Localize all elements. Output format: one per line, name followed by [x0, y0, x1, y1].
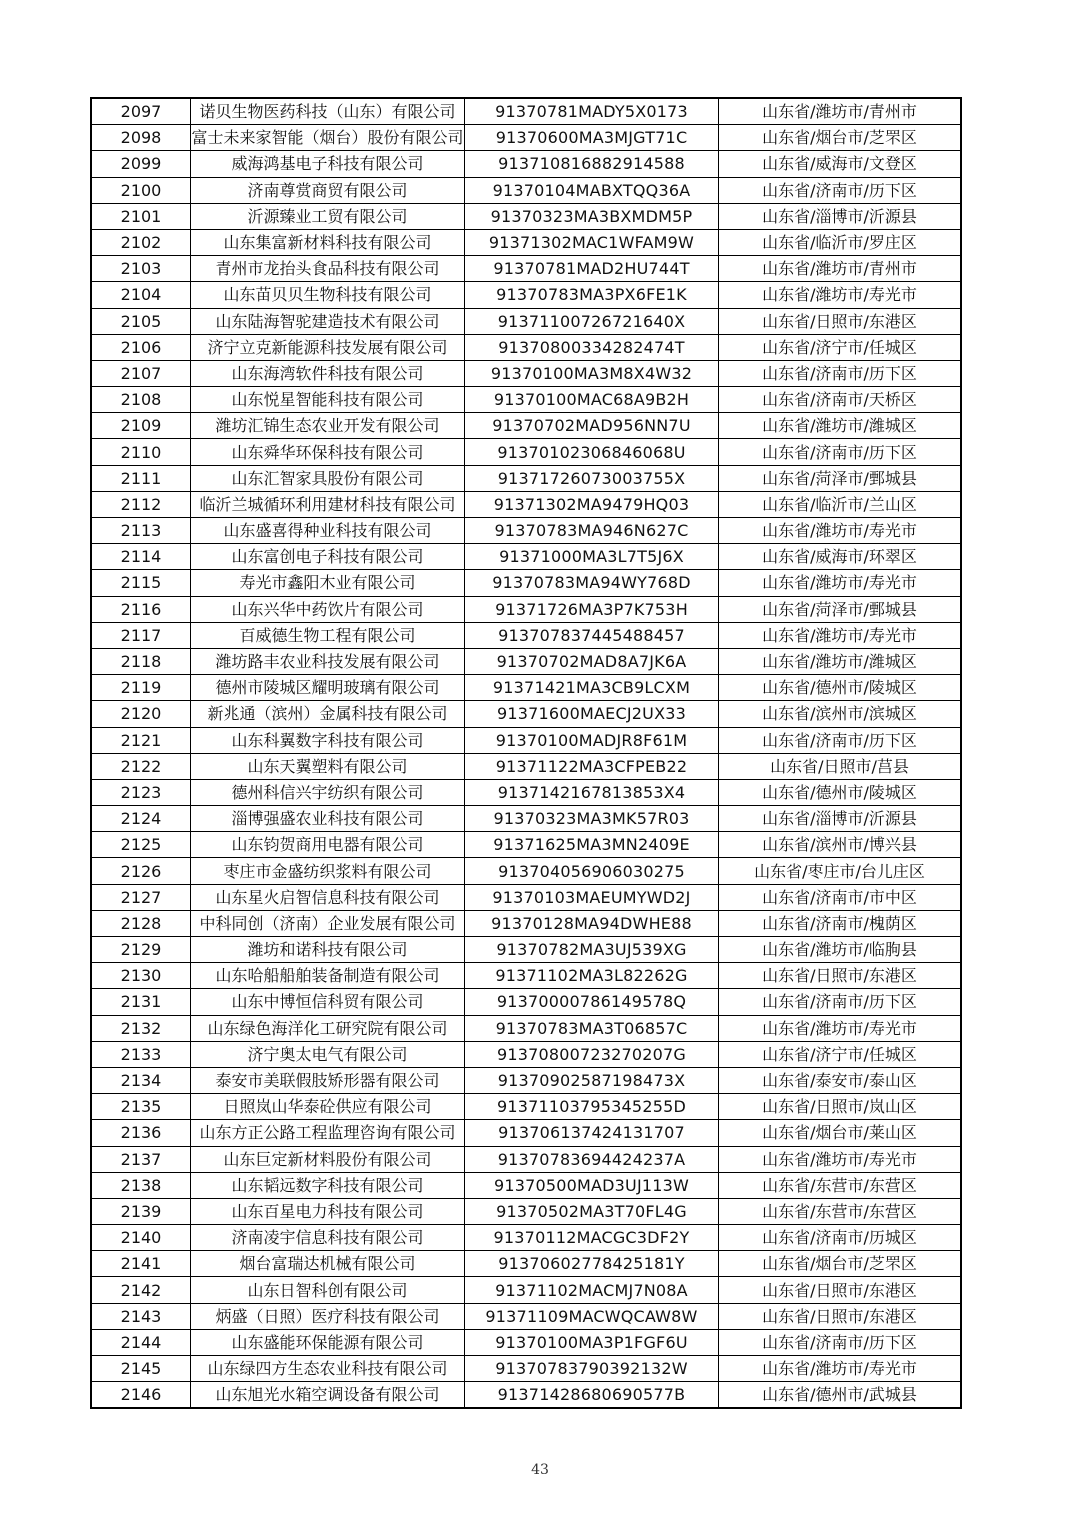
- row-number-cell: 2126: [91, 858, 191, 884]
- region-cell: 山东省/威海市/文登区: [719, 151, 962, 177]
- region-cell: 山东省/枣庄市/台儿庄区: [719, 858, 962, 884]
- credit-code-cell: 91371103795345255D: [465, 1094, 719, 1120]
- credit-code-cell: 913710816882914588: [465, 151, 719, 177]
- company-name-cell: 德州市陵城区耀明玻璃有限公司: [191, 675, 465, 701]
- table-row: [91, 1067, 961, 1093]
- credit-code-cell: 91370702MAD8A7JK6A: [465, 648, 719, 674]
- row-number-cell: 2101: [91, 203, 191, 229]
- row-number-cell: 2122: [91, 753, 191, 779]
- company-name-cell: 山东天翼塑料有限公司: [191, 753, 465, 779]
- table-row: [91, 439, 961, 465]
- company-name-cell: 山东富创电子科技有限公司: [191, 544, 465, 570]
- table-row: [91, 544, 961, 570]
- region-cell: 山东省/济南市/历下区: [719, 989, 962, 1015]
- table-row: [91, 334, 961, 360]
- company-name-cell: 日照岚山华泰砼供应有限公司: [191, 1094, 465, 1120]
- credit-code-cell: 91370782MA3UJ539XG: [465, 937, 719, 963]
- table-row: [91, 1094, 961, 1120]
- company-name-cell: 山东舜华环保科技有限公司: [191, 439, 465, 465]
- credit-code-cell: 91371428680690577B: [465, 1382, 719, 1409]
- row-number-cell: 2145: [91, 1356, 191, 1382]
- company-name-cell: 富士未来家智能（烟台）股份有限公司: [191, 125, 465, 151]
- company-name-cell: 中科同创（济南）企业发展有限公司: [191, 910, 465, 936]
- table-row: [91, 989, 961, 1015]
- company-name-cell: 百威德生物工程有限公司: [191, 622, 465, 648]
- region-cell: 山东省/济南市/历城区: [719, 1225, 962, 1251]
- table-row: [91, 125, 961, 151]
- region-cell: 山东省/济南市/历下区: [719, 439, 962, 465]
- region-cell: 山东省/潍坊市/青州市: [719, 98, 962, 125]
- region-cell: 山东省/菏泽市/鄄城县: [719, 465, 962, 491]
- company-name-cell: 山东盛喜得种业科技有限公司: [191, 518, 465, 544]
- company-name-cell: 山东巨定新材料股份有限公司: [191, 1146, 465, 1172]
- credit-code-cell: 91370781MAD2HU744T: [465, 256, 719, 282]
- row-number-cell: 2103: [91, 256, 191, 282]
- company-name-cell: 威海鸿基电子科技有限公司: [191, 151, 465, 177]
- company-name-cell: 新兆通（滨州）金属科技有限公司: [191, 701, 465, 727]
- row-number-cell: 2133: [91, 1041, 191, 1067]
- credit-code-cell: 91371726073003755X: [465, 465, 719, 491]
- page-number: 43: [531, 1462, 549, 1478]
- row-number-cell: 2116: [91, 596, 191, 622]
- table-row: [91, 491, 961, 517]
- enterprise-list-table: [90, 97, 962, 1409]
- row-number-cell: 2137: [91, 1146, 191, 1172]
- table-row: [91, 360, 961, 386]
- company-name-cell: 炳盛（日照）医疗科技有限公司: [191, 1303, 465, 1329]
- row-number-cell: 2125: [91, 832, 191, 858]
- table-row: [91, 753, 961, 779]
- region-cell: 山东省/潍坊市/寿光市: [719, 1146, 962, 1172]
- row-number-cell: 2114: [91, 544, 191, 570]
- row-number-cell: 2121: [91, 727, 191, 753]
- credit-code-cell: 91370783MA94WY768D: [465, 570, 719, 596]
- company-name-cell: 济南凌宇信息科技有限公司: [191, 1225, 465, 1251]
- company-name-cell: 山东兴华中药饮片有限公司: [191, 596, 465, 622]
- table-row: [91, 203, 961, 229]
- row-number-cell: 2104: [91, 282, 191, 308]
- credit-code-cell: 91371726MA3P7K753H: [465, 596, 719, 622]
- company-name-cell: 山东苗贝贝生物科技有限公司: [191, 282, 465, 308]
- table-row: [91, 596, 961, 622]
- row-number-cell: 2123: [91, 779, 191, 805]
- row-number-cell: 2106: [91, 334, 191, 360]
- credit-code-cell: 91371302MA9479HQ03: [465, 491, 719, 517]
- row-number-cell: 2128: [91, 910, 191, 936]
- row-number-cell: 2142: [91, 1277, 191, 1303]
- row-number-cell: 2119: [91, 675, 191, 701]
- table-row: [91, 1303, 961, 1329]
- table-row: [91, 937, 961, 963]
- row-number-cell: 2146: [91, 1382, 191, 1409]
- row-number-cell: 2131: [91, 989, 191, 1015]
- region-cell: 山东省/潍坊市/寿光市: [719, 622, 962, 648]
- region-cell: 山东省/临沂市/兰山区: [719, 491, 962, 517]
- region-cell: 山东省/济南市/市中区: [719, 884, 962, 910]
- region-cell: 山东省/烟台市/莱山区: [719, 1120, 962, 1146]
- credit-code-cell: 91370783694424237A: [465, 1146, 719, 1172]
- credit-code-cell: 913707837445488457: [465, 622, 719, 648]
- company-name-cell: 山东集富新材料科技有限公司: [191, 229, 465, 255]
- credit-code-cell: 91370100MADJR8F61M: [465, 727, 719, 753]
- region-cell: 山东省/德州市/陵城区: [719, 675, 962, 701]
- company-name-cell: 山东日智科创有限公司: [191, 1277, 465, 1303]
- table-body: [91, 98, 961, 1408]
- company-name-cell: 山东韬远数字科技有限公司: [191, 1172, 465, 1198]
- region-cell: 山东省/潍坊市/寿光市: [719, 1015, 962, 1041]
- table-row: [91, 518, 961, 544]
- table-row: [91, 1198, 961, 1224]
- region-cell: 山东省/日照市/东港区: [719, 963, 962, 989]
- region-cell: 山东省/潍坊市/寿光市: [719, 570, 962, 596]
- credit-code-cell: 91370800334282474T: [465, 334, 719, 360]
- table-row: [91, 1356, 961, 1382]
- credit-code-cell: 91370783790392132W: [465, 1356, 719, 1382]
- region-cell: 山东省/德州市/陵城区: [719, 779, 962, 805]
- row-number-cell: 2111: [91, 465, 191, 491]
- region-cell: 山东省/济宁市/任城区: [719, 334, 962, 360]
- table-row: [91, 465, 961, 491]
- credit-code-cell: 91370000786149578Q: [465, 989, 719, 1015]
- row-number-cell: 2109: [91, 413, 191, 439]
- credit-code-cell: 91370100MA3P1FGF6U: [465, 1329, 719, 1355]
- credit-code-cell: 91370600MA3MJGT71C: [465, 125, 719, 151]
- row-number-cell: 2112: [91, 491, 191, 517]
- region-cell: 山东省/临沂市/罗庄区: [719, 229, 962, 255]
- region-cell: 山东省/泰安市/泰山区: [719, 1067, 962, 1093]
- region-cell: 山东省/东营市/东营区: [719, 1172, 962, 1198]
- credit-code-cell: 9137142167813853X4: [465, 779, 719, 805]
- table-row: [91, 622, 961, 648]
- company-name-cell: 诺贝生物医药科技（山东）有限公司: [191, 98, 465, 125]
- table-row: [91, 1329, 961, 1355]
- region-cell: 山东省/潍坊市/寿光市: [719, 282, 962, 308]
- company-name-cell: 山东悦星智能科技有限公司: [191, 387, 465, 413]
- company-name-cell: 临沂兰城循环利用建材科技有限公司: [191, 491, 465, 517]
- row-number-cell: 2105: [91, 308, 191, 334]
- credit-code-cell: 91371000MA3L7T5J6X: [465, 544, 719, 570]
- row-number-cell: 2113: [91, 518, 191, 544]
- credit-code-cell: 91371302MAC1WFAM9W: [465, 229, 719, 255]
- table-row: [91, 98, 961, 125]
- region-cell: 山东省/济南市/历下区: [719, 727, 962, 753]
- credit-code-cell: 91371109MACWQCAW8W: [465, 1303, 719, 1329]
- region-cell: 山东省/淄博市/沂源县: [719, 203, 962, 229]
- table-row: [91, 151, 961, 177]
- company-name-cell: 山东盛能环保能源有限公司: [191, 1329, 465, 1355]
- table-row: [91, 1277, 961, 1303]
- table-row: [91, 1225, 961, 1251]
- region-cell: 山东省/日照市/东港区: [719, 308, 962, 334]
- company-name-cell: 山东绿色海洋化工研究院有限公司: [191, 1015, 465, 1041]
- company-name-cell: 山东绿四方生态农业科技有限公司: [191, 1356, 465, 1382]
- row-number-cell: 2130: [91, 963, 191, 989]
- row-number-cell: 2138: [91, 1172, 191, 1198]
- region-cell: 山东省/济南市/天桥区: [719, 387, 962, 413]
- credit-code-cell: 913706137424131707: [465, 1120, 719, 1146]
- row-number-cell: 2132: [91, 1015, 191, 1041]
- credit-code-cell: 91371625MA3MN2409E: [465, 832, 719, 858]
- region-cell: 山东省/日照市/岚山区: [719, 1094, 962, 1120]
- company-name-cell: 山东海湾软件科技有限公司: [191, 360, 465, 386]
- credit-code-cell: 91370104MABXTQQ36A: [465, 177, 719, 203]
- table-row: [91, 1146, 961, 1172]
- credit-code-cell: 91370783MA946N627C: [465, 518, 719, 544]
- credit-code-cell: 91370102306846068U: [465, 439, 719, 465]
- table-row: [91, 570, 961, 596]
- row-number-cell: 2140: [91, 1225, 191, 1251]
- row-number-cell: 2136: [91, 1120, 191, 1146]
- region-cell: 山东省/滨州市/博兴县: [719, 832, 962, 858]
- company-name-cell: 潍坊汇锦生态农业开发有限公司: [191, 413, 465, 439]
- table-row: [91, 308, 961, 334]
- table-row: [91, 884, 961, 910]
- row-number-cell: 2139: [91, 1198, 191, 1224]
- company-name-cell: 山东哈船船舶装备制造有限公司: [191, 963, 465, 989]
- company-name-cell: 山东方正公路工程监理咨询有限公司: [191, 1120, 465, 1146]
- company-name-cell: 济宁立克新能源科技发展有限公司: [191, 334, 465, 360]
- table-row: [91, 779, 961, 805]
- row-number-cell: 2100: [91, 177, 191, 203]
- region-cell: 山东省/济南市/历下区: [719, 360, 962, 386]
- row-number-cell: 2134: [91, 1067, 191, 1093]
- table-row: [91, 387, 961, 413]
- company-name-cell: 泰安市美联假肢矫形器有限公司: [191, 1067, 465, 1093]
- row-number-cell: 2102: [91, 229, 191, 255]
- credit-code-cell: 91371122MA3CFPEB22: [465, 753, 719, 779]
- credit-code-cell: 91370500MAD3UJ113W: [465, 1172, 719, 1198]
- table-row: [91, 1120, 961, 1146]
- region-cell: 山东省/日照市/东港区: [719, 1303, 962, 1329]
- region-cell: 山东省/济宁市/任城区: [719, 1041, 962, 1067]
- region-cell: 山东省/潍坊市/寿光市: [719, 518, 962, 544]
- region-cell: 山东省/淄博市/沂源县: [719, 806, 962, 832]
- table-row: [91, 648, 961, 674]
- row-number-cell: 2115: [91, 570, 191, 596]
- company-name-cell: 山东钧贺商用电器有限公司: [191, 832, 465, 858]
- row-number-cell: 2117: [91, 622, 191, 648]
- company-name-cell: 烟台富瑞达机械有限公司: [191, 1251, 465, 1277]
- credit-code-cell: 91371102MA3L82262G: [465, 963, 719, 989]
- table-row: [91, 1251, 961, 1277]
- company-name-cell: 潍坊路丰农业科技发展有限公司: [191, 648, 465, 674]
- row-number-cell: 2098: [91, 125, 191, 151]
- table-row: [91, 1172, 961, 1198]
- table-row: [91, 1041, 961, 1067]
- credit-code-cell: 91370602778425181Y: [465, 1251, 719, 1277]
- region-cell: 山东省/济南市/槐荫区: [719, 910, 962, 936]
- credit-code-cell: 91370502MA3T70FL4G: [465, 1198, 719, 1224]
- credit-code-cell: 91370128MA94DWHE88: [465, 910, 719, 936]
- table-row: [91, 910, 961, 936]
- credit-code-cell: 91371421MA3CB9LCXM: [465, 675, 719, 701]
- company-name-cell: 青州市龙抬头食品科技有限公司: [191, 256, 465, 282]
- company-name-cell: 淄博强盛农业科技有限公司: [191, 806, 465, 832]
- region-cell: 山东省/日照市/莒县: [719, 753, 962, 779]
- credit-code-cell: 91370783MA3T06857C: [465, 1015, 719, 1041]
- table-row: [91, 413, 961, 439]
- table-row: [91, 675, 961, 701]
- credit-code-cell: 91370100MA3M8X4W32: [465, 360, 719, 386]
- table-row: [91, 701, 961, 727]
- region-cell: 山东省/日照市/东港区: [719, 1277, 962, 1303]
- credit-code-cell: 91370323MA3MK57R03: [465, 806, 719, 832]
- credit-code-cell: 91370112MACGC3DF2Y: [465, 1225, 719, 1251]
- region-cell: 山东省/滨州市/滨城区: [719, 701, 962, 727]
- table-row: [91, 832, 961, 858]
- credit-code-cell: 91370100MAC68A9B2H: [465, 387, 719, 413]
- table-row: [91, 229, 961, 255]
- company-name-cell: 枣庄市金盛纺织浆料有限公司: [191, 858, 465, 884]
- credit-code-cell: 91371102MACMJ7N08A: [465, 1277, 719, 1303]
- company-name-cell: 沂源臻业工贸有限公司: [191, 203, 465, 229]
- region-cell: 山东省/济南市/历下区: [719, 1329, 962, 1355]
- row-number-cell: 2124: [91, 806, 191, 832]
- company-name-cell: 德州科信兴宇纺织有限公司: [191, 779, 465, 805]
- table-row: [91, 282, 961, 308]
- company-name-cell: 山东旭光水箱空调设备有限公司: [191, 1382, 465, 1409]
- company-name-cell: 潍坊和诺科技有限公司: [191, 937, 465, 963]
- table-row: [91, 858, 961, 884]
- credit-code-cell: 913704056906030275: [465, 858, 719, 884]
- region-cell: 山东省/济南市/历下区: [719, 177, 962, 203]
- region-cell: 山东省/潍坊市/潍城区: [719, 648, 962, 674]
- row-number-cell: 2129: [91, 937, 191, 963]
- row-number-cell: 2099: [91, 151, 191, 177]
- region-cell: 山东省/潍坊市/潍城区: [719, 413, 962, 439]
- credit-code-cell: 91370103MAEUMYWD2J: [465, 884, 719, 910]
- table-row: [91, 256, 961, 282]
- row-number-cell: 2120: [91, 701, 191, 727]
- table-row: [91, 727, 961, 753]
- credit-code-cell: 91370323MA3BXMDM5P: [465, 203, 719, 229]
- region-cell: 山东省/菏泽市/鄄城县: [719, 596, 962, 622]
- table-row: [91, 177, 961, 203]
- region-cell: 山东省/烟台市/芝罘区: [719, 1251, 962, 1277]
- credit-code-cell: 91371100726721640X: [465, 308, 719, 334]
- row-number-cell: 2127: [91, 884, 191, 910]
- table-row: [91, 1382, 961, 1409]
- region-cell: 山东省/潍坊市/青州市: [719, 256, 962, 282]
- credit-code-cell: 91370781MADY5X0173: [465, 98, 719, 125]
- credit-code-cell: 91370902587198473X: [465, 1067, 719, 1093]
- region-cell: 山东省/威海市/环翠区: [719, 544, 962, 570]
- company-name-cell: 山东科翼数字科技有限公司: [191, 727, 465, 753]
- region-cell: 山东省/潍坊市/寿光市: [719, 1356, 962, 1382]
- row-number-cell: 2118: [91, 648, 191, 674]
- row-number-cell: 2110: [91, 439, 191, 465]
- region-cell: 山东省/烟台市/芝罘区: [719, 125, 962, 151]
- row-number-cell: 2108: [91, 387, 191, 413]
- row-number-cell: 2135: [91, 1094, 191, 1120]
- row-number-cell: 2107: [91, 360, 191, 386]
- row-number-cell: 2144: [91, 1329, 191, 1355]
- region-cell: 山东省/东营市/东营区: [719, 1198, 962, 1224]
- table-row: [91, 806, 961, 832]
- credit-code-cell: 91370800723270207G: [465, 1041, 719, 1067]
- company-name-cell: 寿光市鑫阳木业有限公司: [191, 570, 465, 596]
- row-number-cell: 2143: [91, 1303, 191, 1329]
- company-name-cell: 山东汇智家具股份有限公司: [191, 465, 465, 491]
- company-name-cell: 济南尊赏商贸有限公司: [191, 177, 465, 203]
- company-name-cell: 山东星火启智信息科技有限公司: [191, 884, 465, 910]
- region-cell: 山东省/潍坊市/临朐县: [719, 937, 962, 963]
- row-number-cell: 2097: [91, 98, 191, 125]
- company-name-cell: 山东百星电力科技有限公司: [191, 1198, 465, 1224]
- credit-code-cell: 91370783MA3PX6FE1K: [465, 282, 719, 308]
- credit-code-cell: 91371600MAECJ2UX33: [465, 701, 719, 727]
- table-row: [91, 963, 961, 989]
- company-name-cell: 山东中博恒信科贸有限公司: [191, 989, 465, 1015]
- table-row: [91, 1015, 961, 1041]
- row-number-cell: 2141: [91, 1251, 191, 1277]
- company-name-cell: 山东陆海智驼建造技术有限公司: [191, 308, 465, 334]
- company-name-cell: 济宁奥太电气有限公司: [191, 1041, 465, 1067]
- credit-code-cell: 91370702MAD956NN7U: [465, 413, 719, 439]
- region-cell: 山东省/德州市/武城县: [719, 1382, 962, 1409]
